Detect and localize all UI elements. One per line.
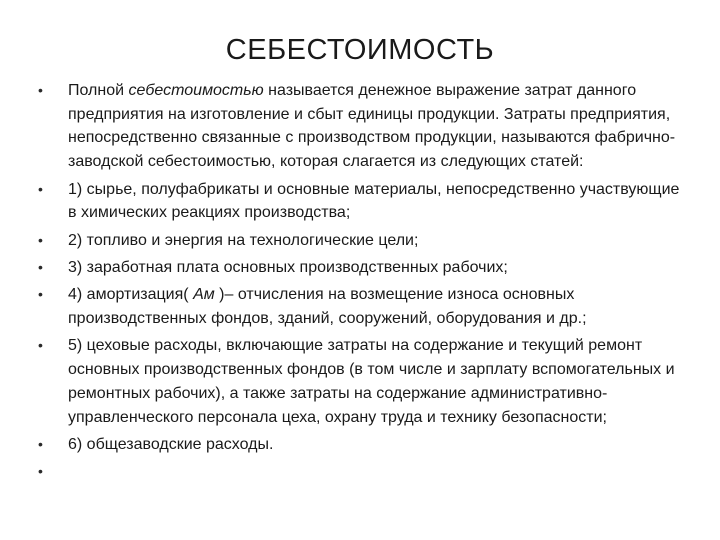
- list-item-depreciation: [30, 283, 680, 330]
- list-item-text: [68, 79, 680, 174]
- bullet-icon: •: [38, 180, 43, 197]
- list-item-plant-expenses: [30, 433, 680, 457]
- list-item-text: [68, 283, 680, 330]
- list-item-text: 3) заработная плата основных производственных рабочих;: [68, 258, 508, 276]
- bullet-icon: •: [38, 463, 43, 480]
- bullet-icon: •: [38, 231, 43, 248]
- list-item-wages: [30, 256, 680, 280]
- bullet-icon: •: [38, 337, 43, 354]
- emphasis-term: себестоимостью: [128, 82, 264, 99]
- emphasis-term: Ам: [193, 286, 215, 304]
- bullet-icon: •: [38, 286, 43, 303]
- bullet-icon: •: [38, 435, 43, 452]
- text-run: называется денежное выражение затрат данного предприятия на изготовление и сбыт единицы продукции. Затраты предприятия, непосредственно связанные с производством продукции, называются фабрично-заводской себестоимостью, которая слагается из следующих статей:: [68, 82, 676, 171]
- list-item-text: 1) сырье, полуфабрикаты и основные материалы, непосредственно участвующие в химических реакциях производства;: [68, 180, 680, 222]
- list-item-text: 5) цеховые расходы, включающие затраты на содержание и текущий ремонт основных производственных фондов (в том числе и зарплату вспомогательных и ремонтных рабочих), а также затраты на содержание административно-управленческого персонала цеха, охрану труда и технику безопасности;: [68, 337, 675, 426]
- text-run: )– отчисления на возмещение износа основных производственных фондов, зданий, сооружений, оборудования и др.;: [68, 286, 587, 328]
- bullet-icon: •: [38, 82, 43, 98]
- list-item-shop-expenses: [30, 334, 680, 429]
- text-run: Полной: [68, 82, 129, 99]
- bullet-icon: •: [38, 258, 43, 275]
- bullet-list: [30, 79, 680, 480]
- list-item-text: 2) топливо и энергия на технологические цели;: [68, 231, 419, 249]
- list-item-raw-materials: [30, 178, 680, 225]
- list-item-text: 6) общезаводские расходы.: [68, 435, 274, 453]
- list-item-intro: [30, 79, 680, 174]
- text-run: 4) амортизация(: [68, 286, 194, 304]
- list-item-fuel-energy: [30, 229, 680, 253]
- slide-title: СЕБЕСТОИМОСТЬ: [225, 34, 495, 66]
